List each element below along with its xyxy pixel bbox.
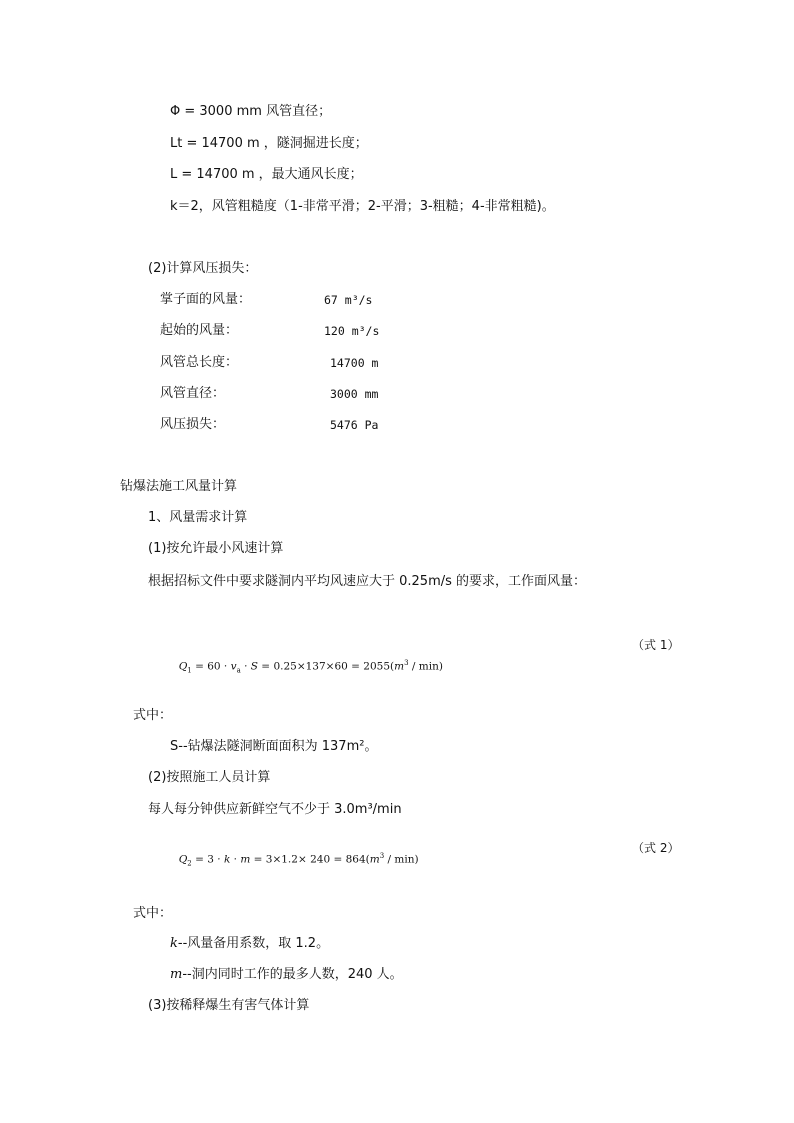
pressure-label-start-airflow: 起始的风量： (160, 323, 239, 338)
definition-k (170, 936, 329, 952)
definition-m-symbol: m (170, 967, 183, 982)
paragraph-fresh-air: 每人每分钟供应新鲜空气不少于 3.0m³/min (148, 802, 402, 817)
pressure-label-loss: 风压损失： (160, 417, 226, 432)
where-label-2: 式中： (133, 906, 173, 921)
definition-k-symbol: k (170, 936, 178, 951)
param-tunnel-length: Lt = 14700 m ，隧洞掘进长度； (170, 136, 368, 151)
equation-1-number: （式 1） (632, 638, 680, 652)
where-label-1: 式中： (133, 708, 173, 723)
equation-2: $Q_2 = 3 \cdot k \cdot m = 3\times 1.2\times 240 = 864(m^3 / \min)$ (178, 852, 419, 868)
pressure-value-face-airflow: 67 m³/s (324, 293, 373, 307)
pressure-heading: (2)计算风压损失： (148, 261, 258, 276)
definition-m (170, 967, 403, 983)
pressure-label-duct-length: 风管总长度： (160, 355, 239, 370)
param-ventilation-length: L = 14700 m ，最大通风长度； (170, 167, 363, 182)
pressure-value-duct-length: 14700 m (330, 356, 379, 370)
equation-1: $Q_1 = 60 \cdot v_a \cdot S = 0.25\times 137\times 60 = 2055(m^3 / \min)$ (178, 659, 443, 675)
definition-s: S--钻爆法隧洞断面面积为 137m²。 (170, 739, 378, 754)
pressure-label-duct-diameter: 风管直径： (160, 386, 226, 401)
pressure-label-face-airflow: 掌子面的风量： (160, 292, 252, 307)
equation-2-number: （式 2） (632, 841, 680, 855)
definition-m-text: --洞内同时工作的最多人数，240 人。 (182, 967, 403, 982)
param-diameter: Φ = 3000 mm 风管直径； (170, 104, 332, 119)
pressure-value-duct-diameter: 3000 mm (330, 387, 379, 401)
param-roughness: k＝2，风管粗糙度（1-非常平滑；2-平滑；3-粗糙；4-非常粗糙)。 (170, 199, 555, 214)
paragraph-wind-speed-requirement: 根据招标文件中要求隧洞内平均风速应大于 0.25m/s 的要求，工作面风量： (148, 574, 587, 589)
item-blast-gas: (3)按稀释爆生有害气体计算 (148, 998, 310, 1013)
pressure-value-start-airflow: 120 m³/s (324, 324, 380, 338)
item-min-wind-speed: (1)按允许最小风速计算 (148, 541, 284, 556)
definition-k-text: --风量备用系数，取 1.2。 (177, 936, 330, 951)
pressure-value-loss: 5476 Pa (330, 418, 379, 432)
section-title: 钻爆法施工风量计算 (120, 479, 238, 494)
item-personnel: (2)按照施工人员计算 (148, 770, 271, 785)
subsection-airflow-demand: 1、风量需求计算 (148, 510, 248, 525)
